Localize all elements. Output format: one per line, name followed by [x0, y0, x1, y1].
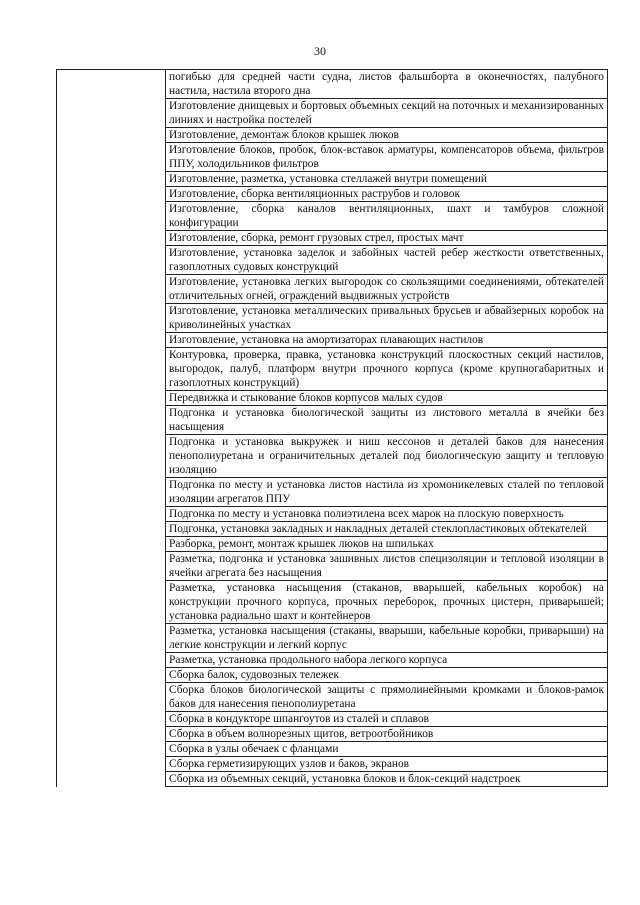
- table-row: Подгонка, установка закладных и накладных деталей стеклопластиковых обтекателей: [166, 522, 607, 537]
- table-row: Изготовление, сборка каналов вентиляционных, шахт и тамбуров сложной конфигурации: [166, 202, 607, 231]
- table-row: Сборка в узлы обечаек с фланцами: [166, 742, 607, 757]
- table-row: Подгонка по месту и установка листов настила из хромоникелевых сталей по тепловой изоляции агрегатов ППУ: [166, 478, 607, 507]
- page-number: 30: [314, 44, 326, 58]
- table-row: Подгонка по месту и установка полиэтилена всех марок на плоскую поверхность: [166, 507, 607, 522]
- table-row: Разметка, подгонка и установка зашивных листов специзоляции и тепловой изоляции в ячейки агрегата без насыщения: [166, 552, 607, 581]
- table-row: Сборка блоков биологической защиты с прямолинейными кромками и блоков-рамок баков для нанесения пенополиуретана: [166, 683, 607, 712]
- table-row: Подгонка и установка выкружек и ниш кессонов и деталей баков для нанесения пенополиуретана и ограничительных деталей под биологическую защиту и тепловую изоляцию: [166, 435, 607, 478]
- table-row: Сборка балок, судовозных тележек: [166, 668, 607, 683]
- table-row: Изготовление, установка металлических привальных брусьев и абвайзерных коробок на криволинейных участках: [166, 304, 607, 333]
- table-row: погибью для средней части судна, листов фальшборта в оконечностях, палубного настила, настила второго дна: [166, 70, 607, 99]
- table-row: Сборка в кондукторе шпангоутов из сталей и сплавов: [166, 712, 607, 727]
- table-row: Изготовление, демонтаж блоков крышек люков: [166, 128, 607, 143]
- table-row: Сборка из объемных секций, установка блоков и блок-секций надстроек: [166, 772, 607, 787]
- table-row: Контуровка, проверка, правка, установка конструкций плоскостных секций настилов, выгородок, палуб, платформ внутри прочного корпуса (кроме крупногабаритных и газоплотных конструкций): [166, 348, 607, 391]
- table-rows: [166, 70, 607, 787]
- table-row: Изготовление, сборка, ремонт грузовых стрел, простых мачт: [166, 231, 607, 246]
- table-row: Изготовление блоков, пробок, блок-вставок арматуры, компенсаторов объема, фильтров ППУ, холодильников фильтров: [166, 143, 607, 172]
- table-left-column: [57, 70, 166, 787]
- table-row: Изготовление, установка на амортизаторах плавающих настилов: [166, 333, 607, 348]
- table-row: Передвижка и стыкование блоков корпусов малых судов: [166, 391, 607, 406]
- table-row: Разметка, установка насыщения (стаканы, вварыши, кабельные коробки, приварыши) на легкие конструкции и легкий корпус: [166, 624, 607, 653]
- table-row: Подгонка и установка биологической защиты из листового металла в ячейки без насыщения: [166, 406, 607, 435]
- table-row: Изготовление, сборка вентиляционных раструбов и головок: [166, 187, 607, 202]
- work-types-table: [56, 69, 608, 787]
- table-row: Разборка, ремонт, монтаж крышек люков на шпильках: [166, 537, 607, 552]
- table-row: Сборка герметизирующих узлов и баков, экранов: [166, 757, 607, 772]
- table-row: Изготовление, установка заделок и забойных частей ребер жесткости ответственных, газоплотных судовых конструкций: [166, 246, 607, 275]
- table-row: Разметка, установка продольного набора легкого корпуса: [166, 653, 607, 668]
- table-row: Изготовление, установка легких выгородок со скользящими соединениями, обтекателей отличительных огней, ограждений выдвижных устройств: [166, 275, 607, 304]
- table-row: Изготовление днищевых и бортовых объемных секций на поточных и механизированных линиях и настройка постелей: [166, 99, 607, 128]
- table-row: Разметка, установка насыщения (стаканов, вварышей, кабельных коробок) на конструкции прочного корпуса, прочных переборок, прочных цистерн, приварышей; установка радиально шахт и контейнеров: [166, 581, 607, 624]
- table-row: Сборка в объем волнорезных щитов, ветроотбойников: [166, 727, 607, 742]
- table-row: Изготовление, разметка, установка стеллажей внутри помещений: [166, 172, 607, 187]
